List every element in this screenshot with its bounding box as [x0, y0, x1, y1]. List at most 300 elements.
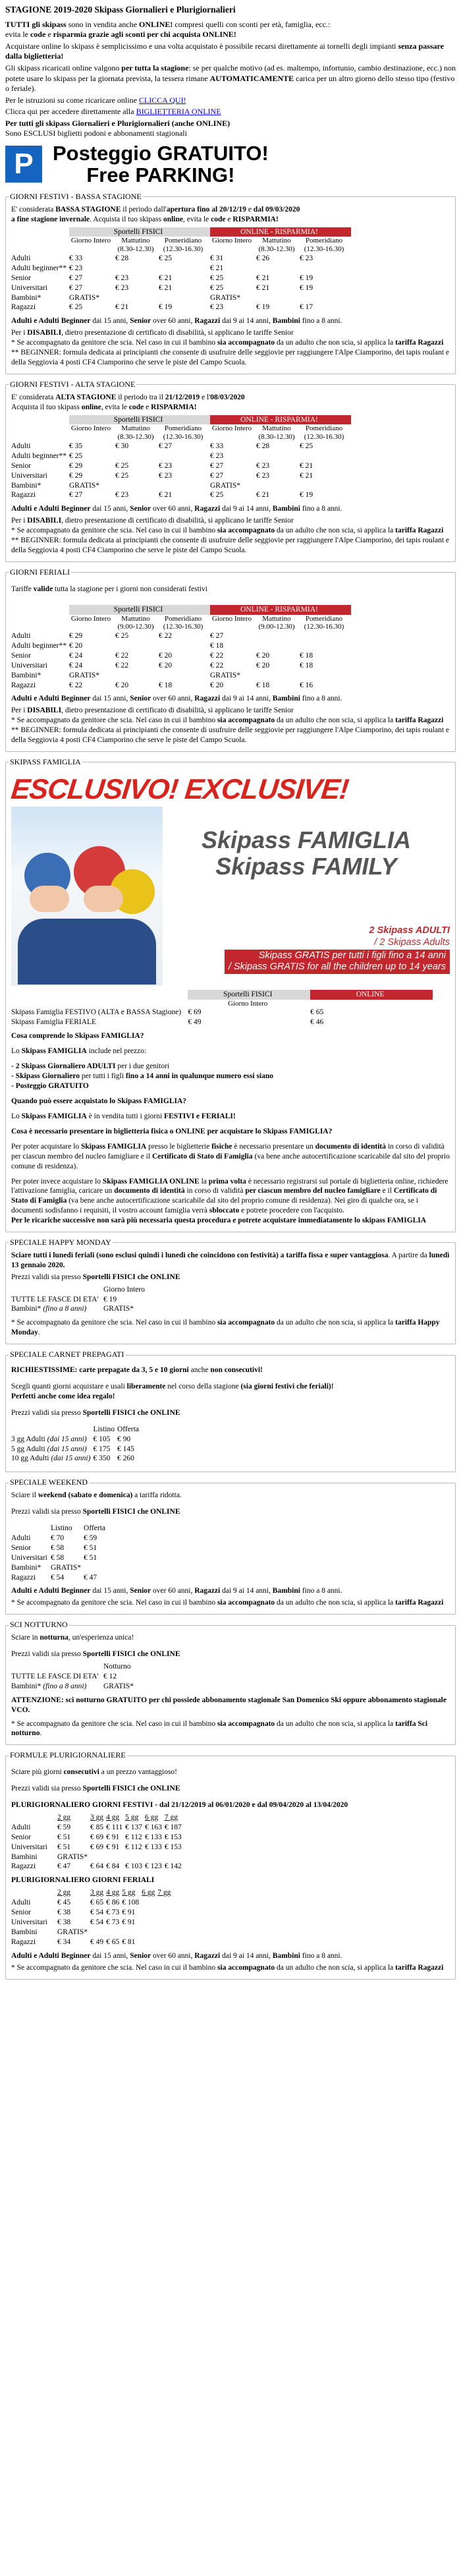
- price-table-bassa: Sportelli FISICI ONLINE - RISPARMIA! Giorno Intero Mattutino (8.30-12.30) Pomeridiano (12.30-16.30) Giorno Intero Mattutino (8.30-12.30) Pomeridiano (12.30-16.30) Adulti € 33 € 28 € 25 € 31 € 26 € 23 Adulti beginner** € 23 € 21 Senior € 27 € 23 € 21 € 25 € 21 € 19 Universitari € 27 € 23 € 21 € 25 € 21 € 19 Bambini* GRATIS* GRATIS* Ragazzi € 25 € 21 € 19 € 23 € 19 € 17: [11, 227, 351, 313]
- price-cell: € 24: [69, 651, 83, 660]
- price-cell: € 20: [256, 651, 270, 660]
- parking-line-1: Posteggio GRATUITO!: [53, 141, 269, 165]
- day-column-header: 4 gg: [106, 1889, 120, 1897]
- price-cell: € 73: [106, 1908, 120, 1917]
- price-cell: € 22: [159, 631, 173, 640]
- price-cell: [300, 451, 351, 461]
- price-cell: € 145: [117, 1445, 134, 1453]
- parking-line-2: Free PARKING!: [86, 163, 235, 187]
- price-cell: € 153: [164, 1833, 182, 1841]
- price-cell: € 91: [122, 1918, 136, 1927]
- row-label: Adulti: [11, 1533, 31, 1542]
- price-cell: € 51: [57, 1833, 71, 1841]
- price-cell: € 133: [145, 1843, 162, 1851]
- price-cell: GRATIS*: [69, 481, 100, 490]
- price-cell: GRATIS*: [69, 671, 100, 679]
- row-label: Adulti beginner**: [11, 641, 67, 650]
- price-cell: € 34: [57, 1938, 71, 1947]
- exclusive-banner: ESCLUSIVO! EXCLUSIVE!: [9, 773, 350, 805]
- row-label: Adulti: [11, 631, 31, 640]
- row-label: 3 gg Adulti (dai 15 anni): [11, 1435, 87, 1443]
- price-cell: [300, 293, 351, 303]
- price-cell: GRATIS*: [210, 481, 241, 490]
- bassa-row: [11, 273, 351, 283]
- price-cell: € 21: [210, 264, 224, 272]
- price-cell: € 51: [84, 1543, 97, 1552]
- price-cell: [157, 1937, 173, 1947]
- price-cell: € 21: [256, 491, 270, 500]
- price-cell: [115, 264, 159, 273]
- price-cell: € 23: [210, 303, 224, 312]
- multi-day-weekday-table: [11, 1888, 173, 1947]
- price-cell: € 85: [90, 1823, 104, 1831]
- price-cell: [256, 671, 300, 681]
- section-giorni-feriali: GIORNI FERIALI Tariffe valide tutta la stagione per i giorni non considerati festivi Sportelli FISICI ONLINE - RISPARMIA! Giorno Intero Mattutino (9.00-12.30) Pomeridiano (12.30-16.30) Giorno Intero Mattutino (9.00-12.30) Pomeridiano (12.30-16.30) Adulti € 29 € 25 € 22 € 27 Adulti beginner** € 20 € 18 Senior € 24 € 22 € 20 € 22 € 20 € 18 Universitari € 24 € 22 € 20 € 22 € 20 € 18 Bambini* GRATIS* GRATIS* Ragazzi € 22 € 20 € 18 € 20 € 18 € 16 Adulti e Adulti Beginner dai 15 anni, Senior over 60 anni, Ragazzi dai 9 ai 14 anni, Bambini fino a 8 anni. Per i DISABILI, dietro presentazione di certificato di disabilità, si applicano le tariffe Senior * Se accompagnato da genitore che scia. Nel caso in cui il bambino sia accompagnato da un adulto che non scia, si applica la tariffa Ragazzi ** BEGINNER: formula dedicata ai principianti che consente di usufruire delle seggiovie per raggiungere l'Alpe Ciamporino, dei tapis roulant e della Seggiovia 4 posti CF4 Ciamporino che serve le piste del Campo Scuola.: [5, 567, 456, 752]
- price-cell: € 21: [115, 303, 129, 312]
- price-cell: € 47: [84, 1573, 97, 1582]
- price-cell: € 51: [57, 1843, 71, 1851]
- family-heading-en: Skipass FAMILY: [215, 852, 397, 880]
- price-cell: € 54: [90, 1918, 104, 1927]
- price-cell: [115, 641, 159, 651]
- instructions-link[interactable]: CLICCA QUI!: [138, 95, 186, 105]
- price-cell: € 19: [159, 303, 173, 312]
- price-cell: [256, 631, 300, 641]
- price-cell: € 137: [125, 1823, 143, 1831]
- row-label: Universitari: [11, 1843, 47, 1851]
- price-cell: € 23: [256, 471, 270, 480]
- price-cell: [157, 1928, 173, 1937]
- multi-day-weekday-row: [11, 1937, 173, 1947]
- row-label: Bambini: [11, 1852, 38, 1861]
- alta-row: [11, 451, 351, 461]
- price-cell: € 21: [300, 461, 313, 470]
- price-cell: € 54: [51, 1573, 65, 1582]
- multi-day-weekday-row: [11, 1928, 173, 1937]
- section-bassa-stagione: GIORNI FESTIVI - BASSA STAGIONE E' considerata BASSA STAGIONE il periodo dall'apertura fino al 20/12/19 e dal 09/03/2020 a fine stagione invernale. Acquista il tuo skipass online, evita le code e RISPARMIA! Sportelli FISICI ONLINE - RISPARMIA! Giorno Intero Mattutino (8.30-12.30) Pomeridiano (12.30-16.30) Giorno Intero Mattutino (8.30-12.30) Pomeridiano (12.30-16.30) Adulti € 33 € 28 € 25 € 31 € 26 € 23 Adulti beginner** € 23 € 21 Senior € 27 € 23 € 21 € 25 € 21 € 19 Universitari € 27 € 23 € 21 € 25 € 21 € 19 Bambini* GRATIS* GRATIS* Ragazzi € 25 € 21 € 19 € 23 € 19 € 17 Adulti e Adulti Beginner dai 15 anni, Senior over 60 anni, Ragazzi dai 9 ai 14 anni, Bambini fino a 8 anni. Per i DISABILI, dietro presentazione di certificato di disabilità, si applicano le tariffe Senior * Se accompagnato da genitore che scia. Nel caso in cui il bambino sia accompagnato da un adulto che non scia, si applica la tariffa Ragazzi ** BEGINNER: formula dedicata ai principianti che consente di usufruire delle seggiovie per raggiungere l'Alpe Ciamporino, dei tapis roulant e della Seggiovia 4 posti CF4 Ciamporino che serve le piste del Campo Scuola.: [5, 192, 456, 374]
- price-table-feriali: Sportelli FISICI ONLINE - RISPARMIA! Giorno Intero Mattutino (9.00-12.30) Pomeridiano (12.30-16.30) Giorno Intero Mattutino (9.00-12.30) Pomeridiano (12.30-16.30) Adulti € 29 € 25 € 22 € 27 Adulti beginner** € 20 € 18 Senior € 24 € 22 € 20 € 22 € 20 € 18 Universitari € 24 € 22 € 20 € 22 € 20 € 18 Bambini* GRATIS* GRATIS* Ragazzi € 22 € 20 € 18 € 20 € 18 € 16: [11, 605, 351, 691]
- price-cell: [159, 641, 210, 651]
- price-cell: € 33: [210, 442, 224, 450]
- price-cell: [115, 293, 159, 303]
- day-column-header: 5 gg: [122, 1889, 136, 1897]
- row-label: 10 gg Adulti (dai 15 anni): [11, 1454, 91, 1463]
- price-cell: [159, 671, 210, 681]
- price-cell: € 84: [106, 1862, 120, 1871]
- price-cell: [115, 671, 159, 681]
- price-cell: € 38: [57, 1908, 71, 1917]
- price-cell: € 23: [210, 451, 224, 460]
- price-cell: € 103: [125, 1862, 143, 1871]
- price-cell: € 20: [159, 661, 173, 670]
- price-cell: € 17: [300, 303, 313, 312]
- price-cell: [159, 293, 210, 303]
- price-cell: [256, 293, 300, 303]
- feriali-row: [11, 651, 351, 661]
- day-column-header: 2 gg: [57, 1889, 71, 1897]
- price-cell: [106, 1852, 125, 1862]
- multi-day-holiday-row: [11, 1843, 184, 1852]
- price-cell: € 51: [84, 1553, 97, 1562]
- price-cell: € 20: [159, 651, 173, 660]
- price-cell: [300, 671, 351, 681]
- price-cell: € 21: [159, 273, 173, 282]
- price-cell: € 23: [159, 471, 173, 480]
- price-cell: [157, 1918, 173, 1928]
- happy-monday-table: Giorno Intero TUTTE LE FASCE DI ETA' € 19 Bambini* (fino a 8 anni) GRATIS*: [11, 1285, 145, 1313]
- weekend-table: Listino Offerta Adulti € 70 € 59 Senior € 58 € 51 Universitari € 58 € 51 Bambini* GRATIS* Ragazzi € 54 € 47: [11, 1524, 108, 1583]
- feriali-row: [11, 671, 351, 681]
- price-cell: € 112: [125, 1833, 142, 1841]
- price-cell: € 20: [69, 641, 83, 650]
- row-label: Senior: [11, 651, 32, 660]
- day-column-header: 6 gg: [145, 1813, 159, 1821]
- price-cell: € 47: [57, 1862, 71, 1871]
- row-label: Senior: [11, 461, 32, 470]
- price-cell: € 23: [300, 254, 313, 262]
- price-cell: € 29: [69, 631, 83, 640]
- price-cell: [256, 264, 300, 273]
- multi-day-holiday-row: [11, 1862, 184, 1872]
- price-cell: € 64: [90, 1862, 104, 1871]
- price-cell: € 20: [115, 681, 129, 689]
- price-cell: € 59: [84, 1533, 97, 1542]
- price-cell: € 25: [115, 471, 129, 480]
- price-cell: € 19: [300, 491, 313, 500]
- price-cell: € 26: [256, 254, 270, 262]
- price-cell: € 23: [159, 461, 173, 470]
- price-cell: € 28: [256, 442, 270, 450]
- section-carnet: SPECIALE CARNET PREPAGATI RICHIESTISSIME: carte prepagate da 3, 5 e 10 giorni anche non consecutivi! Scegli quanti giorni acquistare e usali liberamente nel corso della stagione (sia giorni festivi che feriali)! Perfetti anche come idea regalo! Prezzi validi sia presso Sportelli FISICI che ONLINE Listino Offerta 3 gg Adulti (dai 15 anni) € 105 € 90 5 gg Adulti (dai 15 anni) € 175 € 145 10 gg Adulti (dai 15 anni) € 350 € 260: [5, 1350, 456, 1472]
- multi-day-holiday-row: [11, 1833, 184, 1843]
- row-label: Ragazzi: [11, 1938, 36, 1947]
- price-cell: € 58: [51, 1553, 65, 1562]
- row-label: Adulti beginner**: [11, 451, 67, 460]
- price-cell: € 27: [210, 471, 224, 480]
- day-column-header: 5 gg: [125, 1813, 139, 1821]
- day-column-header: 7 gg: [164, 1813, 178, 1821]
- multi-day-holiday-row: [11, 1852, 184, 1862]
- page: [5, 4, 456, 1980]
- price-cell: € 21: [256, 283, 270, 292]
- price-cell: € 27: [69, 273, 83, 282]
- price-cell: € 175: [93, 1445, 111, 1453]
- multi-day-weekday-row: [11, 1898, 173, 1908]
- row-label: Universitari: [11, 661, 47, 670]
- price-cell: [159, 481, 210, 491]
- price-cell: [106, 1928, 122, 1937]
- price-cell: [256, 451, 300, 461]
- price-cell: [90, 1852, 106, 1862]
- family-heading-it: Skipass FAMIGLIA: [201, 826, 412, 853]
- price-cell: [300, 264, 351, 273]
- carnet-row: [11, 1445, 142, 1454]
- row-label: Ragazzi: [11, 303, 36, 312]
- price-cell: € 45: [57, 1899, 71, 1907]
- page-title: STAGIONE 2019-2020 Skipass Giornalieri e Plurigiornalieri: [5, 5, 236, 14]
- price-cell: € 27: [210, 461, 224, 470]
- bassa-row: [11, 293, 351, 303]
- price-cell: [157, 1898, 173, 1908]
- price-cell: € 58: [51, 1543, 65, 1552]
- price-cell: € 91: [122, 1908, 136, 1917]
- price-cell: [115, 481, 159, 491]
- price-cell: € 81: [122, 1938, 136, 1947]
- multi-day-holiday-row: [11, 1823, 184, 1833]
- row-label: Adulti: [11, 1899, 31, 1907]
- bassa-row: [11, 283, 351, 293]
- intro: TUTTI gli skipass sono in vendita anche ONLINE! compresi quelli con sconti per età, famiglia, ecc.: evita le code e risparmia grazie agli sconti per chi acquista ONLINE! Acquistare online lo skipass è semplicissimo e una volta acquistato è possibile recarsi direttamente ai tornelli degli impianti senza passare dalla biglietteria! Gli skipass ricaricati online valgono per tutta la stagione: se per qualche motivo (ad es. maltempo, infortunio, cambio destinazione, ecc.) non potete usare lo skipass per la giornata prevista, la tessera rimane AUTOMATICAMENTE carica per un altro giorno dello stesso tipo (festivo o feriale). Per le istruzioni su come ricaricare online CLICCA QUI! Clicca qui per accedere direttamente alla BIGLIETTERIA ONLINE Per tutti gli skipass Giornalieri e Plurigiornalieri (anche ONLINE) Sono ESCLUSI biglietti podoni e abbonamenti stagionali: [5, 19, 456, 138]
- family-photo: [11, 807, 163, 986]
- price-cell: [90, 1928, 106, 1937]
- price-cell: € 142: [164, 1862, 182, 1871]
- price-cell: € 18: [300, 661, 313, 670]
- price-cell: € 22: [115, 651, 129, 660]
- price-cell: € 25: [69, 303, 83, 312]
- alta-row: [11, 490, 351, 500]
- price-cell: € 22: [210, 661, 224, 670]
- row-label: Senior: [11, 1833, 32, 1841]
- section-skipass-famiglia: SKIPASS FAMIGLIA ESCLUSIVO! EXCLUSIVE! Skipass FAMIGLIA Skipass FAMILY 2 Skipass ADULTI / 2 Skipass Adults Skipass GRATIS per tutti i figli fino a 14 anni / Skipass GRATIS for all the children up to 14 years Sportelli FISICI ONLINE Giorno Intero Skipass Famiglia FESTIVO (ALTA e BASSA Stagione) € 69 € 65 Skipass Famiglia FERIALE € 49 € 46 Cosa comprende lo Skipass FAMIGLIA? Lo Skipass FAMIGLIA include nel prezzo: - 2 Skipass Giornaliero ADULTI per i due genitori - Skipass Giornaliero per tutti i figli fino a 14 anni in qualunque numero essi siano - Posteggio GRATUITO Quando può essere acquistato lo Skipass FAMIGLIA? Lo Skipass FAMIGLIA è in vendita tutti i giorni FESTIVI e FERIALI! Cosa è necessario presentare in biglietteria fisica o ONLINE per acquistare lo Skipass FAMIGLIA? Per poter acquistare lo Skipass FAMIGLIA presso le biglietterie fisiche è necessario presentare un documento di identità in corso di validità per ciascun membro del nucleo famigliare e il Certificato di Stato di Famiglia (va bene anche autocertificazione scaricabile dal sito del proprio comune di residenza). Per poter invece acquistare lo Skipass FAMIGLIA ONLINE la prima volta è necessario registrarsi sul portale di biglietteria online, richiedere l'attivazione famiglia, caricare un documento di identità in corso di validità per ciascun membro del nucleo famigliare e il Certificato di Stato di Famiglia (va bene anche autocertificazione scaricabile dal sito del proprio comune di residenza). Nei giro di qualche ora, se i documenti sodisfanno i requisiti, il vostro account famiglia verrà sbloccato e potrete procedere con l'acquisto. Per le ricariche successive non sarà più necessaria questa procedura e potrete acquistare immediatamente lo skipass FAMIGLIA: [5, 757, 456, 1232]
- weekend-row: [11, 1533, 108, 1543]
- price-cell: GRATIS*: [69, 293, 100, 302]
- price-cell: € 163: [145, 1823, 162, 1831]
- night-ski-table: Notturno TUTTE LE FASCE DI ETA' € 12 Bambini* (fino a 8 anni) GRATIS*: [11, 1662, 134, 1690]
- family-promo-banner: [11, 807, 450, 986]
- price-cell: € 23: [115, 273, 129, 282]
- price-cell: [256, 641, 300, 651]
- price-cell: [300, 641, 351, 651]
- price-cell: [115, 451, 159, 461]
- alta-row: [11, 442, 351, 451]
- price-cell: [84, 1563, 108, 1573]
- price-cell: € 86: [106, 1899, 120, 1907]
- row-label: Bambini*: [11, 1563, 41, 1572]
- price-cell: € 30: [115, 442, 129, 450]
- price-cell: € 25: [159, 254, 173, 262]
- price-cell: € 59: [57, 1823, 71, 1831]
- price-cell: € 73: [106, 1918, 120, 1927]
- price-cell: € 31: [210, 254, 224, 262]
- price-cell: € 20: [210, 681, 224, 689]
- carnet-row: [11, 1454, 142, 1464]
- price-cell: € 27: [69, 283, 83, 292]
- row-label: Ragazzi: [11, 1573, 36, 1582]
- alta-row: [11, 461, 351, 471]
- price-cell: € 54: [90, 1908, 104, 1917]
- row-label: Ragazzi: [11, 681, 36, 689]
- price-cell: € 112: [125, 1843, 142, 1851]
- price-cell: € 23: [256, 461, 270, 470]
- price-cell: € 21: [300, 471, 313, 480]
- row-label: Senior: [11, 273, 32, 282]
- price-cell: € 29: [69, 471, 83, 480]
- multi-day-holiday-table: [11, 1813, 184, 1872]
- price-cell: € 187: [164, 1823, 182, 1831]
- carnet-row: [11, 1435, 142, 1445]
- price-cell: [145, 1852, 165, 1862]
- price-cell: € 123: [145, 1862, 162, 1871]
- price-cell: [125, 1852, 145, 1862]
- price-cell: € 19: [300, 273, 313, 282]
- row-label: Adulti: [11, 442, 31, 450]
- price-cell: € 105: [93, 1435, 111, 1443]
- price-cell: [142, 1908, 157, 1918]
- price-cell: [142, 1937, 157, 1947]
- row-label: 5 gg Adulti (dai 15 anni): [11, 1445, 87, 1453]
- price-cell: € 133: [145, 1833, 162, 1841]
- price-cell: € 25: [115, 631, 129, 640]
- price-cell: € 23: [115, 283, 129, 292]
- price-cell: € 25: [69, 451, 83, 460]
- price-cell: € 22: [69, 681, 83, 689]
- row-label: Ragazzi: [11, 491, 36, 500]
- price-cell: € 24: [69, 661, 83, 670]
- price-cell: € 27: [159, 442, 173, 450]
- price-cell: [165, 1852, 184, 1862]
- day-column-header: 3 gg: [90, 1813, 104, 1821]
- price-cell: € 25: [210, 283, 224, 292]
- price-cell: [300, 481, 351, 491]
- free-parking-banner: [5, 142, 456, 186]
- parking-icon: P: [5, 146, 42, 183]
- price-cell: € 65: [106, 1938, 120, 1947]
- price-cell: € 25: [300, 442, 313, 450]
- price-cell: GRATIS*: [57, 1928, 88, 1937]
- price-cell: € 25: [210, 491, 224, 500]
- price-cell: € 108: [122, 1899, 140, 1907]
- price-cell: € 21: [159, 283, 173, 292]
- row-label: Universitari: [11, 471, 47, 480]
- price-cell: € 18: [256, 681, 270, 689]
- price-cell: € 21: [256, 273, 270, 282]
- family-price-table: Sportelli FISICI ONLINE Giorno Intero Skipass Famiglia FESTIVO (ALTA e BASSA Stagione) € 69 € 65 Skipass Famiglia FERIALE € 49 € 46: [11, 990, 433, 1027]
- price-cell: € 90: [117, 1435, 131, 1443]
- bassa-row: [11, 254, 351, 264]
- day-column-header: 3 gg: [90, 1889, 104, 1897]
- price-cell: € 27: [69, 491, 83, 500]
- weekend-row: [11, 1573, 108, 1583]
- price-cell: € 20: [256, 661, 270, 670]
- alta-row: [11, 471, 351, 481]
- price-cell: € 153: [164, 1843, 182, 1851]
- weekend-row: [11, 1563, 108, 1573]
- feriali-row: [11, 681, 351, 691]
- price-cell: € 18: [300, 651, 313, 660]
- price-cell: € 27: [210, 631, 224, 640]
- feriali-row: [11, 661, 351, 671]
- price-cell: € 18: [210, 641, 224, 650]
- section-sci-notturno: SCI NOTTURNO Sciare in notturna, un'esperienza unica! Prezzi validi sia presso Sportelli FISICI che ONLINE Notturno TUTTE LE FASCE DI ETA' € 12 Bambini* (fino a 8 anni) GRATIS* ATTENZIONE: sci notturno GRATUITO per chi possiede abbonamento stagionale San Domenico Ski oppure abbonamento stagionale VCO. * Se accompagnato da genitore che scia. Nel caso in cui il bambino sia accompagnato da un adulto che non scia, si applica la tariffa Sci notturno.: [5, 1620, 456, 1745]
- bassa-row: [11, 264, 351, 273]
- price-cell: GRATIS*: [51, 1563, 82, 1572]
- row-label: Universitari: [11, 1553, 47, 1562]
- price-cell: € 19: [256, 303, 270, 312]
- price-cell: € 65: [90, 1899, 104, 1907]
- price-cell: € 33: [69, 254, 83, 262]
- price-cell: € 70: [51, 1533, 65, 1542]
- price-cell: € 69: [90, 1833, 104, 1841]
- price-cell: € 19: [300, 283, 313, 292]
- price-cell: € 25: [210, 273, 224, 282]
- price-cell: GRATIS*: [210, 293, 241, 302]
- row-label: Adulti beginner**: [11, 264, 67, 272]
- price-cell: € 111: [106, 1823, 123, 1831]
- price-cell: € 29: [69, 461, 83, 470]
- row-label: Universitari: [11, 1918, 47, 1927]
- price-cell: [157, 1908, 173, 1918]
- price-table-alta: Sportelli FISICI ONLINE - RISPARMIA! Giorno Intero Mattutino (8.30-12.30) Pomeridiano (12.30-16.30) Giorno Intero Mattutino (8.30-12.30) Pomeridiano (12.30-16.30) Adulti € 35 € 30 € 27 € 33 € 28 € 25 Adulti beginner** € 25 € 23 Senior € 29 € 25 € 23 € 27 € 23 € 21 Universitari € 29 € 25 € 23 € 27 € 23 € 21 Bambini* GRATIS* GRATIS* Ragazzi € 27 € 23 € 21 € 25 € 21 € 19: [11, 415, 351, 501]
- price-cell: € 69: [90, 1843, 104, 1851]
- price-cell: € 23: [69, 264, 83, 272]
- day-column-header: 7 gg: [157, 1889, 171, 1897]
- online-ticket-office-link[interactable]: BIGLIETTERIA ONLINE: [136, 107, 221, 117]
- section-plurigiornaliere: FORMULE PLURIGIORNALIERE Sciare più giorni consecutivi a un prezzo vantaggioso! Prezzi validi sia presso Sportelli FISICI che ONLINE PLURIGIORNALIERO GIORNI FESTIVI - dal 21/12/2019 al 06/01/2020 e dal 09/04/2020 al 13/04/2020 2 gg 3 gg 4 gg 5 gg 6 gg 7 gg Adulti € 59 € 85 € 111 € 137 € 163 € 187 Senior € 51 € 69 € 91 € 112 € 133 € 153 Universitari € 51 € 69 € 91 € 112 € 133 € 153 Bambini GRATIS* Ragazzi € 47 € 64 € 84 € 103 € 123 € 142 PLURIGIORNALIERO GIORNI FERIALI 2 gg 3 gg 4 gg 5 gg 6 gg 7 gg Adulti € 45 € 65 € 86 € 108 Senior € 38 € 54 € 73 € 91 Universitari € 38 € 54 € 73 € 91 Bambini GRATIS* Ragazzi € 34 € 49 € 65 € 81 Adulti e Adulti Beginner dai 15 anni, Senior over 60 anni, Ragazzi dai 9 ai 14 anni, Bambini fino a 8 anni. * Se accompagnato da genitore che scia. Nel caso in cui il bambino sia accompagnato da un adulto che non scia, si applica la tariffa Ragazzi: [5, 1750, 456, 1979]
- price-cell: [142, 1918, 157, 1928]
- section-alta-stagione: GIORNI FESTIVI - ALTA STAGIONE E' considerata ALTA STAGIONE il periodo tra il 21/12/2019 e l'08/03/2020 Acquista il tuo skipass online, evita le code e RISPARMIA! Sportelli FISICI ONLINE - RISPARMIA! Giorno Intero Mattutino (8.30-12.30) Pomeridiano (12.30-16.30) Giorno Intero Mattutino (8.30-12.30) Pomeridiano (12.30-16.30) Adulti € 35 € 30 € 27 € 33 € 28 € 25 Adulti beginner** € 25 € 23 Senior € 29 € 25 € 23 € 27 € 23 € 21 Universitari € 29 € 25 € 23 € 27 € 23 € 21 Bambini* GRATIS* GRATIS* Ragazzi € 27 € 23 € 21 € 25 € 21 € 19 Adulti e Adulti Beginner dai 15 anni, Senior over 60 anni, Ragazzi dai 9 ai 14 anni, Bambini fino a 8 anni. Per i DISABILI, dietro presentazione di certificato di disabilità, si applicano le tariffe Senior * Se accompagnato da genitore che scia. Nel caso in cui il bambino sia accompagnato da un adulto che non scia, si applica la tariffa Ragazzi ** BEGINNER: formula dedicata ai principianti che consente di usufruire delle seggiovie per raggiungere l'Alpe Ciamporino, dei tapis roulant e della Seggiovia 4 posti CF4 Ciamporino che serve le piste del Campo Scuola.: [5, 380, 456, 562]
- price-cell: € 18: [159, 681, 173, 689]
- row-label: Senior: [11, 1543, 32, 1552]
- price-cell: € 21: [159, 491, 173, 500]
- price-cell: € 91: [106, 1833, 120, 1841]
- price-cell: € 22: [115, 661, 129, 670]
- row-label: Ragazzi: [11, 1862, 36, 1871]
- carnet-table: Listino Offerta 3 gg Adulti (dai 15 anni) € 105 € 90 5 gg Adulti (dai 15 anni) € 175 € 145 10 gg Adulti (dai 15 anni) € 350 € 260: [11, 1425, 142, 1464]
- row-label: Bambini: [11, 1928, 38, 1937]
- multi-day-weekday-row: [11, 1918, 173, 1928]
- day-column-header: 4 gg: [106, 1813, 120, 1821]
- price-cell: [142, 1928, 157, 1937]
- price-cell: € 91: [106, 1843, 120, 1851]
- day-column-header: 2 gg: [57, 1813, 71, 1821]
- row-label: Universitari: [11, 283, 47, 292]
- price-cell: € 260: [117, 1454, 134, 1463]
- price-cell: € 25: [115, 461, 129, 470]
- price-cell: € 35: [69, 442, 83, 450]
- price-cell: € 38: [57, 1918, 71, 1927]
- feriali-row: [11, 641, 351, 651]
- day-column-header: 6 gg: [142, 1889, 155, 1897]
- price-cell: € 28: [115, 254, 129, 262]
- price-cell: € 16: [300, 681, 313, 689]
- multi-day-weekday-row: [11, 1908, 173, 1918]
- row-label: Bambini*: [11, 481, 41, 490]
- price-cell: [256, 481, 300, 491]
- price-cell: € 49: [90, 1938, 104, 1947]
- section-happy-monday: SPECIALE HAPPY MONDAY Sciare tutti i lunedì feriali (sono esclusi quindi i lunedì che coincidono con festività) a tariffa fissa e super vantaggiosa. A partire da lunedì 13 gennaio 2020. Prezzi validi sia presso Sportelli FISICI che ONLINE Giorno Intero TUTTE LE FASCE DI ETA' € 19 Bambini* (fino a 8 anni) GRATIS* * Se accompagnato da genitore che scia. Nel caso in cui il bambino sia accompagnato da un adulto che non scia, si applica la tariffa Happy Monday.: [5, 1238, 456, 1344]
- price-cell: [300, 631, 351, 641]
- row-label: Adulti: [11, 1823, 31, 1831]
- family-promo-badge: 2 Skipass ADULTI / 2 Skipass Adults Skipass GRATIS per tutti i figli fino a 14 anni / Skipass GRATIS for all the children up to 14 years: [213, 925, 450, 974]
- price-cell: GRATIS*: [210, 671, 241, 679]
- row-label: Senior: [11, 1908, 32, 1917]
- price-cell: € 22: [210, 651, 224, 660]
- price-cell: GRATIS*: [57, 1852, 88, 1861]
- feriali-row: [11, 631, 351, 641]
- row-label: Bambini*: [11, 293, 41, 302]
- bassa-row: [11, 302, 351, 312]
- alta-row: [11, 481, 351, 491]
- price-cell: [159, 264, 210, 273]
- row-label: Bambini*: [11, 671, 41, 679]
- weekend-row: [11, 1553, 108, 1563]
- price-cell: [142, 1898, 157, 1908]
- price-cell: [159, 451, 210, 461]
- price-cell: € 350: [93, 1454, 111, 1463]
- price-cell: [122, 1928, 142, 1937]
- weekend-row: [11, 1543, 108, 1553]
- price-cell: € 23: [115, 491, 129, 500]
